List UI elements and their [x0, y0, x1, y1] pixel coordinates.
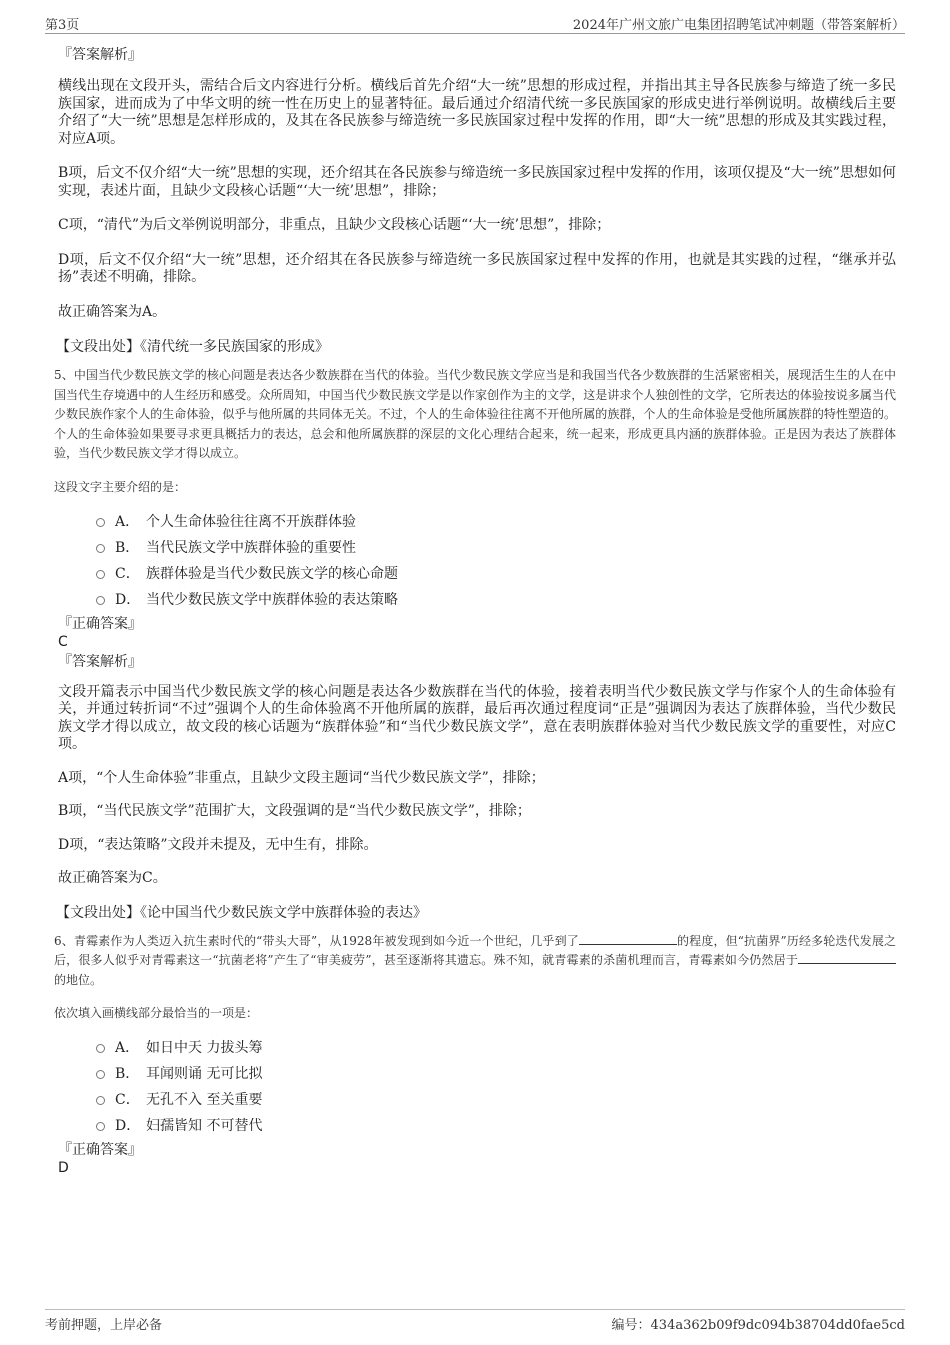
radio-icon[interactable] — [96, 1096, 105, 1105]
radio-icon[interactable] — [96, 1070, 105, 1079]
q6-option-c[interactable]: C． 无孔不入 至关重要 — [58, 1087, 896, 1113]
q5-analysis-a: A项，“个人生命体验”非重点，且缺少文段主题词“当代少数民族文学”，排除； — [58, 769, 545, 786]
footer-slogan: 考前押题，上岸必备 — [45, 1318, 163, 1333]
q6-answer-label: 『正确答案』 — [58, 1142, 142, 1158]
q4-analysis-main: 横线出现在文段开头，需结合后文内容进行分析。横线后首先介绍“大一统”思想的形成过程，并指出其主导各民族参与缔造了统一多民族国家，进而成为了中华文明的统一性在历史上的显著特征。最后通过介绍清代统一多民族国家的形成史进行举例说明。故横线后主要介绍了“大一统”思想是怎样形成的，及其在各民族参与缔造统一多民族国家过程中发挥的作用，即“大一统”思想的形成及其实践过程，对应A项。 — [58, 78, 896, 147]
q6-options — [58, 1035, 896, 1139]
radio-icon[interactable] — [96, 1044, 105, 1053]
q5-option-d[interactable]: D． 当代少数民族文学中族群体验的表达策略 — [58, 587, 896, 613]
q6-stem: 6、青霉素作为人类迈入抗生素时代的“带头大哥”，从1928年被发现到如今近一个世纪，几乎到了 的程度，但“抗菌界”历经多轮迭代发展之后，很多人似乎对青霉素这一“抗菌老将”产生了“审美疲劳”，甚至逐渐将其遗忘。殊不知，就青霉素的杀菌机理而言，青霉素如今仍然居于的地位。 — [54, 933, 896, 987]
q6-option-d[interactable]: D． 妇孺皆知 不可替代 — [58, 1113, 896, 1139]
footer-divider — [45, 1309, 905, 1310]
radio-icon[interactable] — [96, 596, 105, 605]
q4-source: 【文段出处】《清代统一多民族国家的形成》 — [56, 339, 329, 355]
footer-doc-id: 编号：434a362b09f9dc094b38704dd0fae5cd — [611, 1318, 905, 1333]
q5-analysis-main: 文段开篇表示中国当代少数民族文学的核心问题是表达各少数族群在当代的体验，接着表明当代少数民族文学与作家个人的生命体验有关，并通过转折词“不过”强调个人的生命体验离不开他所属的族群，最后再次通过程度词“正是”强调因为表达了族群体验，当代少数民族文学才得以成立，故文段的核心话题为“族群体验”和“当代少数民族文学”，意在表明族群体验对当代少数民族文学的重要性，对应C项。 — [58, 683, 896, 752]
q5-question: 这段文字主要介绍的是： — [54, 479, 187, 494]
q5-answer: C — [58, 633, 68, 650]
header-title: 2024年广州文旅广电集团招聘笔试冲刺题（带答案解析） — [572, 18, 905, 33]
q5-option-b[interactable]: B． 当代民族文学中族群体验的重要性 — [58, 535, 896, 561]
radio-icon[interactable] — [96, 570, 105, 579]
q5-options — [58, 509, 896, 613]
header-divider — [45, 33, 905, 34]
q6-answer: D — [58, 1160, 69, 1176]
q5-analysis-d: D项，“表达策略”文段并未提及，无中生有，排除。 — [58, 836, 378, 853]
q6-option-a[interactable]: A． 如日中天 力拔头筹 — [58, 1035, 896, 1061]
q5-option-a[interactable]: A． 个人生命体验往往离不开族群体验 — [58, 509, 896, 535]
q5-conclusion: 故正确答案为C。 — [58, 870, 167, 886]
radio-icon[interactable] — [96, 518, 105, 527]
page-content — [54, 46, 896, 1177]
q5-option-c[interactable]: C． 族群体验是当代少数民族文学的核心命题 — [58, 561, 896, 587]
q5-stem: 5、中国当代少数民族文学的核心问题是表达各少数族群在当代的体验。当代少数民族文学应当是和我国当代各少数族群的生活紧密相关，展现活生生的人在中国当代生存境遇中的人生经历和感受。众所周知，中国当代少数民族文学是以作家创作为主的文学，这是讲求个人独创性的文学，它所表达的体验按说多属当代少数民族作家个人的生命体验，似乎与他所属的共同体无关。不过，个人的生命体验往往离不开他所属的族群，个人的生命体验是受他所属族群的特性塑造的。个人的生命体验如果要寻求更具概括力的表达，总会和他所属族群的深层的文化心理结合起来，统一起来，形成更具内涵的族群体验。正是因为表达了族群体验，当代少数民族文学才得以成立。 — [54, 368, 896, 460]
q4-analysis-b: B项，后文不仅介绍“大一统”思想的实现，还介绍其在各民族参与缔造统一多民族国家过程中发挥的作用，该项仅提及“大一统”思想如何实现，表述片面，且缺少文段核心话题“‘大一统’思想”，排除； — [58, 165, 896, 199]
q6-option-b[interactable]: B． 耳闻则诵 无可比拟 — [58, 1061, 896, 1087]
q5-analysis-b: B项，“当代民族文学”范围扩大，文段强调的是“当代少数民族文学”，排除； — [58, 803, 531, 819]
radio-icon[interactable] — [96, 1122, 105, 1131]
radio-icon[interactable] — [96, 544, 105, 553]
q4-analysis-d: D项，后文不仅介绍“大一统”思想，还介绍其在各民族参与缔造统一多民族国家过程中发挥的作用，也就是其实践的过程，“继承并弘扬”表述不明确，排除。 — [58, 251, 896, 285]
q5-answer-label: 『正确答案』 — [58, 615, 142, 632]
q4-analysis-c: C项，“清代”为后文举例说明部分，非重点，且缺少文段核心话题“‘大一统’思想”，排除； — [58, 217, 611, 233]
q6-question: 依次填入画横线部分最恰当的一项是： — [54, 1006, 259, 1020]
q5-source: 【文段出处】《论中国当代少数民族文学中族群体验的表达》 — [56, 904, 427, 921]
header-page-number: 第3页 — [45, 18, 80, 33]
fill-blank-2 — [798, 952, 896, 964]
fill-blank-1 — [579, 933, 677, 945]
q4-analysis-label: 『答案解析』 — [58, 47, 142, 63]
q4-conclusion: 故正确答案为A。 — [58, 303, 167, 320]
q5-analysis-label: 『答案解析』 — [58, 653, 142, 670]
